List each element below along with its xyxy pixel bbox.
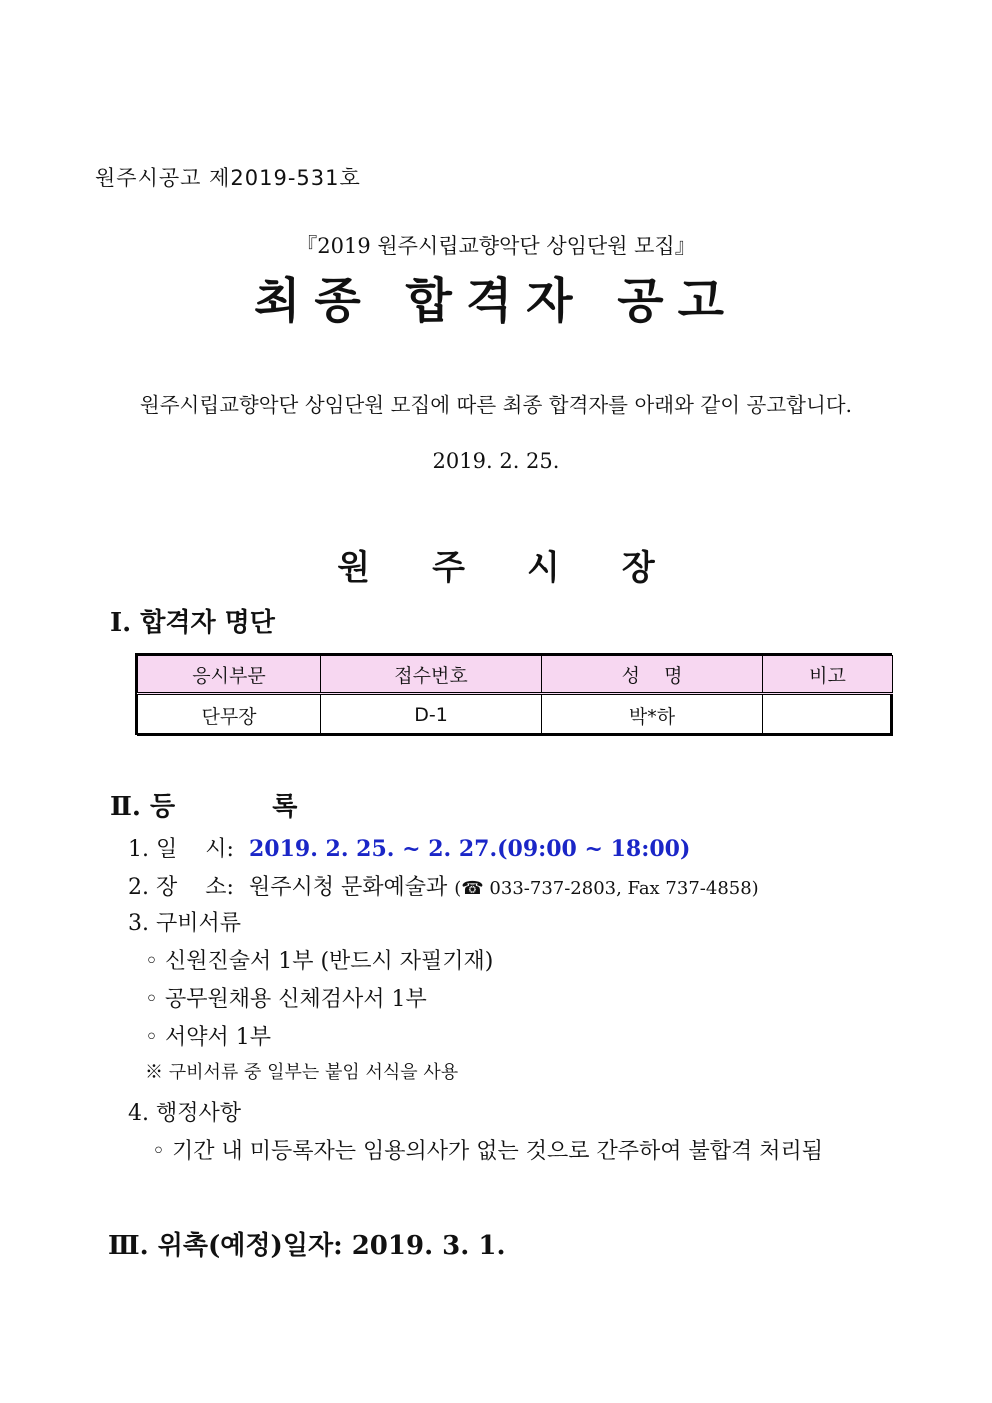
- section-2-title: 등 록: [150, 792, 342, 822]
- location-key: 장 소:: [156, 875, 234, 900]
- notice-date: 2019. 2. 25.: [432, 449, 560, 473]
- contact-info: (☎ 033-737-2803, Fax 737-4858): [454, 878, 759, 899]
- schedule-line: [128, 832, 690, 863]
- item-number: 3.: [128, 911, 149, 936]
- documents-line: [128, 906, 241, 937]
- admin-label: 행정사항: [156, 1101, 242, 1126]
- header-receipt-number: 접수번호: [321, 656, 542, 694]
- schedule-value: 2019. 2. 25. ~ 2. 27.(09:00 ~ 18:00): [249, 836, 691, 862]
- item-number: 1.: [128, 837, 149, 862]
- header-name: 성 명: [542, 656, 763, 694]
- table-row: [138, 694, 893, 736]
- admin-note: ◦ 기간 내 미등록자는 임용의사가 없는 것으로 간주하여 불합격 처리됨: [152, 1139, 823, 1164]
- passer-table: [135, 653, 892, 735]
- notice-number: 원주시공고 제2019-531호: [95, 166, 361, 190]
- item-number: 4.: [128, 1101, 149, 1126]
- table-header-row: [138, 656, 893, 694]
- schedule-key: 일 시:: [156, 837, 234, 862]
- section-2-numeral: Ⅱ.: [110, 792, 141, 822]
- admin-line: [128, 1096, 241, 1127]
- documents-note: ※ 구비서류 중 일부는 붙임 서식을 사용: [145, 1062, 459, 1083]
- documents-label: 구비서류: [156, 911, 242, 936]
- cell-name: 박*하: [542, 694, 763, 736]
- intro-text: 원주시립교향악단 상임단원 모집에 따른 최종 합격자를 아래와 같이 공고합니다.: [139, 393, 853, 417]
- section-2-heading: [110, 786, 341, 823]
- header-remarks: 비고: [763, 656, 893, 694]
- cell-receipt-number: D-1: [321, 694, 542, 736]
- location-value: 원주시청 문화예술과: [249, 875, 448, 900]
- list-item: ◦ 서약서 1부: [145, 1025, 271, 1050]
- cell-remarks: [763, 694, 893, 736]
- signer: 원주시장: [337, 548, 717, 588]
- page-title: 최종 합격자 공고: [254, 273, 738, 329]
- item-number: 2.: [128, 875, 149, 900]
- location-line: [128, 870, 759, 901]
- notice-subtitle: 『2019 원주시립교향악단 상임단원 모집』: [296, 234, 696, 258]
- list-item: ◦ 공무원채용 신체검사서 1부: [145, 987, 427, 1012]
- header-division: 응시부문: [138, 656, 321, 694]
- cell-division: 단무장: [138, 694, 321, 736]
- section-3-heading: Ⅲ. 위촉(예정)일자: 2019. 3. 1.: [108, 1231, 506, 1261]
- list-item: ◦ 신원진술서 1부 (반드시 자필기재): [145, 949, 494, 974]
- section-1-heading: Ⅰ. 합격자 명단: [110, 608, 275, 638]
